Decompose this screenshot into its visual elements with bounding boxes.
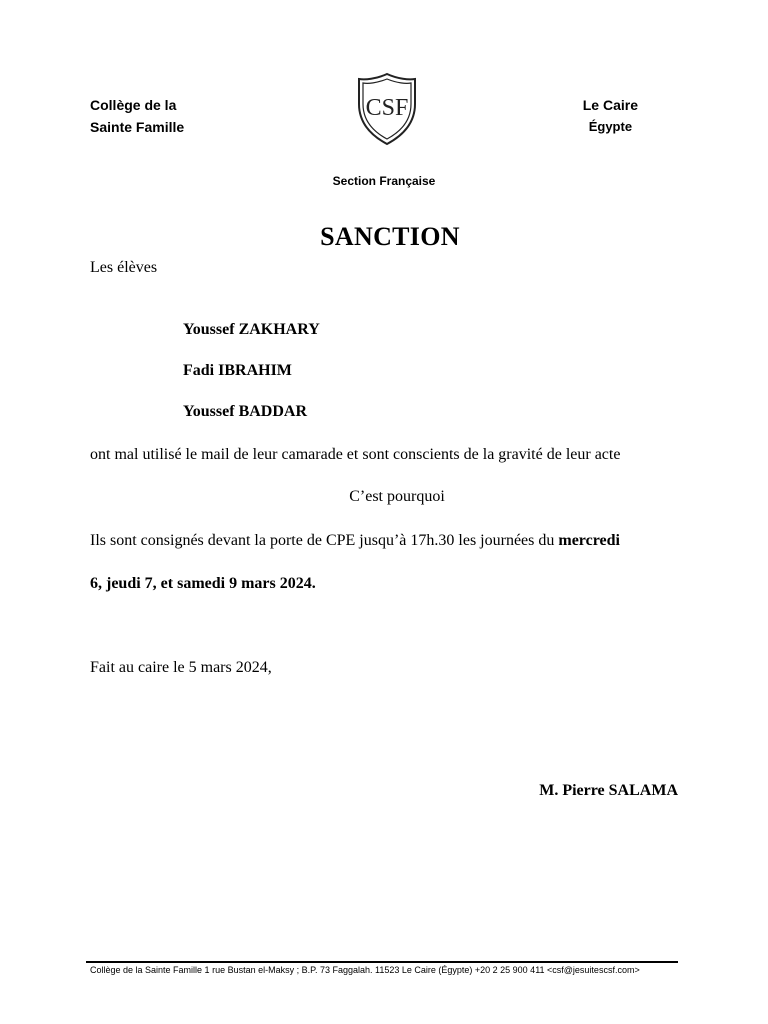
signatory-name: M. Pierre SALAMA — [539, 782, 678, 799]
student-name-2: Fadi IBRAHIM — [183, 362, 292, 379]
therefore-text: C’est pourquoi — [349, 488, 445, 505]
school-name-line2: Sainte Famille — [90, 119, 185, 135]
location-city: Le Caire — [582, 97, 638, 113]
student-name-1: Youssef ZAKHARY — [183, 321, 320, 338]
sanction-day-start: mercredi — [558, 532, 620, 549]
location — [583, 94, 638, 138]
footer-divider — [86, 961, 678, 963]
section-label: Section Française — [332, 174, 436, 188]
school-name — [90, 94, 184, 138]
statement-text: ont mal utilisé le mail de leur camarade et sont conscients de la gravité de leur acte — [90, 446, 621, 463]
school-logo — [356, 72, 418, 146]
sanction-dates: 6, jeudi 7, et samedi 9 mars 2024. — [90, 575, 316, 592]
sanction-paragraph — [90, 532, 620, 550]
location-country: Égypte — [588, 119, 633, 134]
document-title: SANCTION — [320, 222, 460, 251]
logo-text: CSF — [365, 95, 409, 121]
sanction-text: Ils sont consignés devant la porte de CPE jusqu’à 17h.30 les journées du — [90, 532, 559, 549]
school-name-line1: Collège de la — [90, 97, 177, 113]
student-name-3: Youssef BADDAR — [183, 403, 308, 420]
place-date: Fait au caire le 5 mars 2024, — [90, 659, 272, 676]
footer-address: Collège de la Sainte Famille 1 rue Bustan el-Maksy ; B.P. 73 Faggalah. 11523 Le Caire (Égypte) +20 2 25 900 411 <csf@jesuitescsf.com> — [90, 965, 640, 975]
intro-text: Les élèves — [90, 259, 158, 276]
